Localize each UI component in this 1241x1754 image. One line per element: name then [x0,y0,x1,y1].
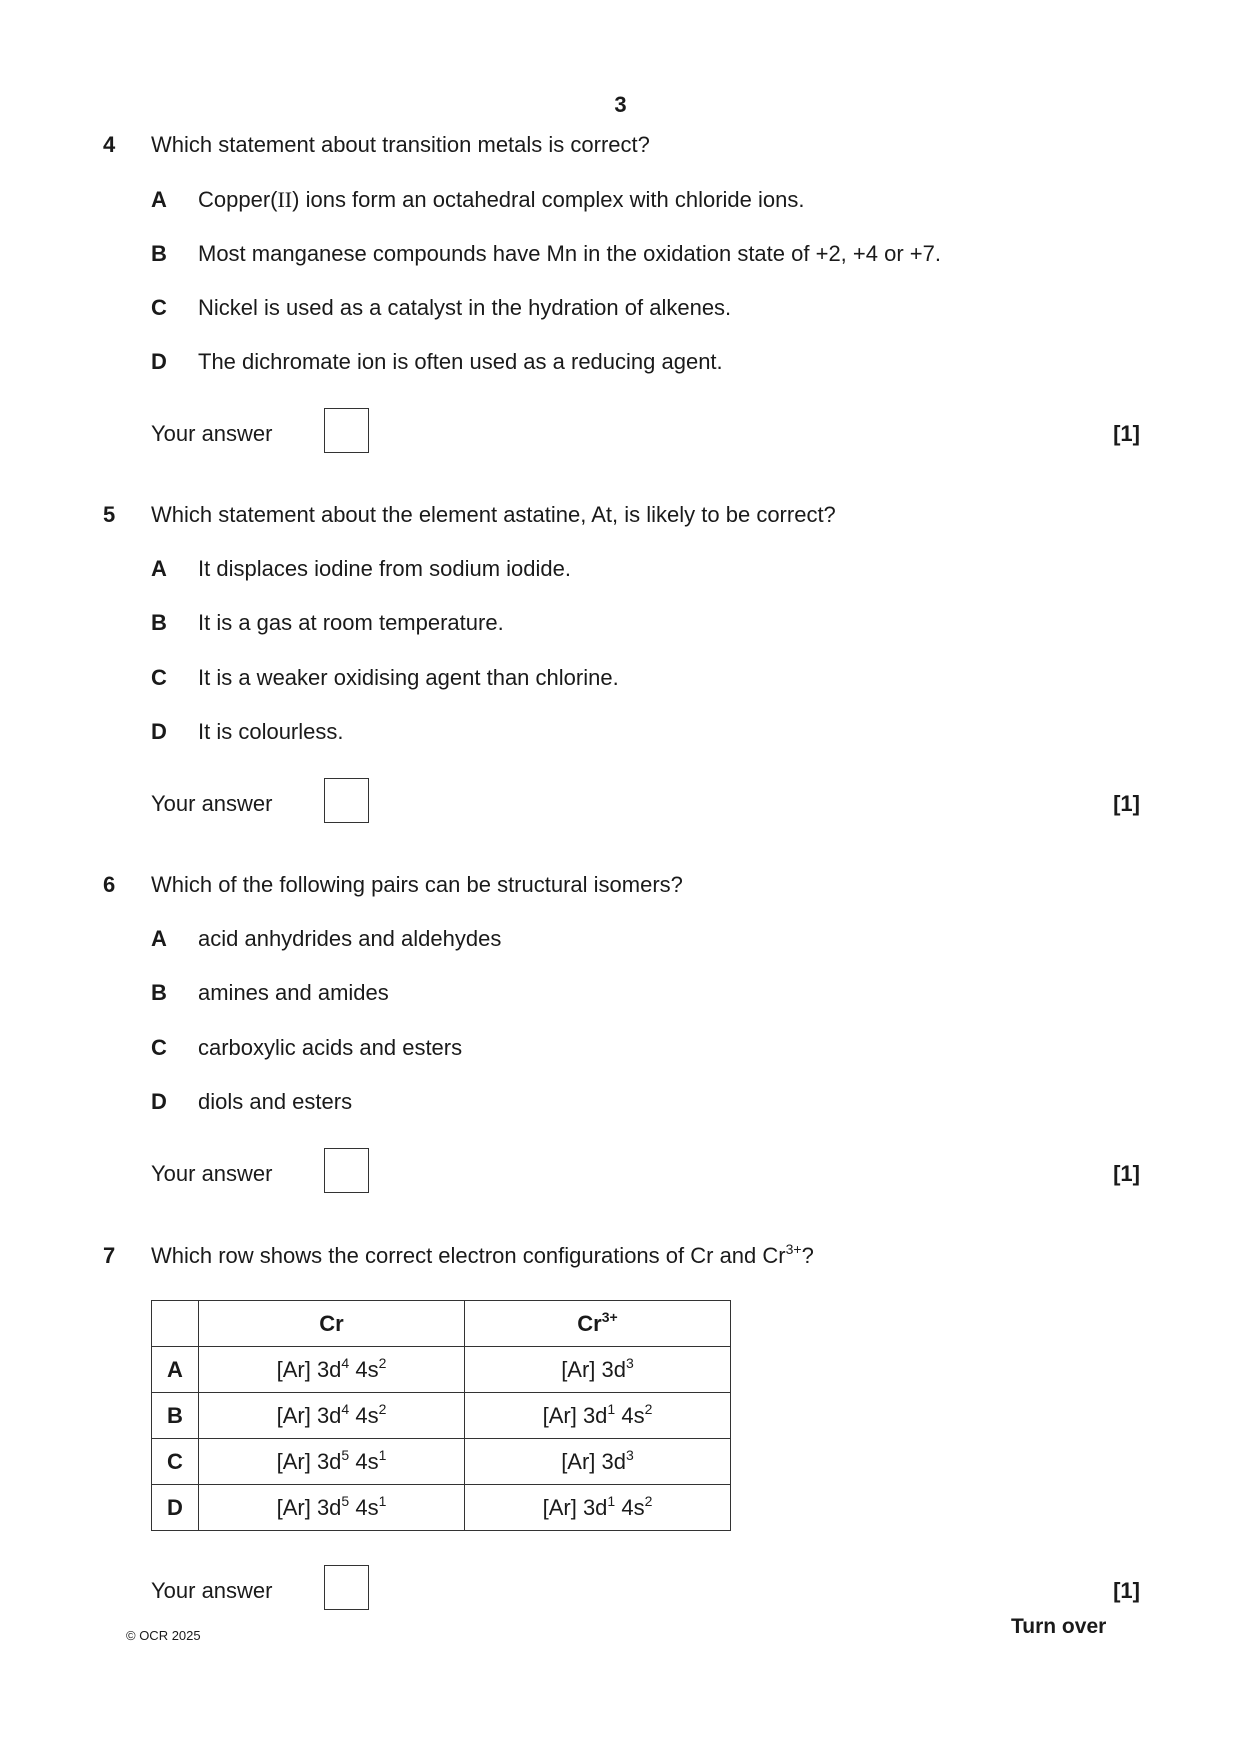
question-number: 4 [103,132,116,157]
option-text: It is a weaker oxidising agent than chlorine. [198,665,619,690]
answer-box[interactable] [324,1565,369,1610]
option-text: carboxylic acids and esters [198,1035,463,1060]
mark-allocation: [1] [1113,421,1140,446]
copyright-notice: © OCR 2025 [126,1628,201,1643]
question-text: Which row shows the correct electron configurations of Cr and $Cr^{3+}$? [151,1241,814,1268]
option-text: It is a gas at room temperature. [198,610,504,635]
option-letter: B [151,241,167,266]
cr3plus-config-cell: [Ar] $3d^3$ [465,1347,731,1393]
question-number: 6 [103,872,116,897]
cr-config-cell: [Ar] $3d^5$ $4s^1$ [199,1485,465,1531]
option-text: amines and amides [198,980,389,1005]
option-letter: A [151,926,167,951]
mark-allocation: [1] [1113,1161,1140,1186]
option-text: Most manganese compounds have Mn in the oxidation state of +2, +4 or +7. [198,241,941,266]
question-number: 5 [103,502,116,527]
mark-allocation: [1] [1113,1578,1140,1603]
question-text: Which of the following pairs can be structural isomers? [151,872,683,897]
option-letter: D [151,1089,167,1114]
answer-box[interactable] [324,408,369,453]
table-row [152,1439,731,1485]
question-number: 7 [103,1243,116,1268]
row-label: D [152,1485,199,1531]
table-row [152,1393,731,1439]
option-letter: A [151,187,167,212]
row-label: A [152,1347,199,1393]
table-row [152,1485,731,1531]
column-header-cr3plus: $Cr^{3+}$ [465,1301,731,1347]
cr3plus-config-cell: [Ar] $3d^1$ $4s^2$ [465,1485,731,1531]
table-corner-cell [152,1301,199,1347]
option-text: It is colourless. [198,719,344,744]
answer-label: Your answer [151,1578,273,1603]
cr3plus-config-cell: [Ar] $3d^1$ $4s^2$ [465,1393,731,1439]
question-text: Which statement about transition metals is correct? [151,132,650,157]
turn-over-note: Turn over [1011,1615,1107,1638]
page-number: 3 [614,92,627,117]
cr3plus-config-cell: [Ar] $3d^3$ [465,1439,731,1485]
mark-allocation: [1] [1113,791,1140,816]
option-letter: D [151,349,167,374]
electron-config-table [151,1300,731,1531]
option-text: Nickel is used as a catalyst in the hydration of alkenes. [198,295,732,320]
option-text: The dichromate ion is often used as a reducing agent. [198,349,723,374]
option-text: Copper(II) ions form an octahedral complex with chloride ions. [198,187,805,212]
answer-label: Your answer [151,1161,273,1186]
option-letter: B [151,610,167,635]
table-header-row [152,1301,731,1347]
answer-box[interactable] [324,778,369,823]
option-text: acid anhydrides and aldehydes [198,926,502,951]
answer-label: Your answer [151,421,273,446]
option-letter: C [151,1035,167,1060]
option-letter: A [151,556,167,581]
row-label: B [152,1393,199,1439]
table-row [152,1347,731,1393]
answer-label: Your answer [151,791,273,816]
cr-config-cell: [Ar] $3d^4$ $4s^2$ [199,1393,465,1439]
option-letter: C [151,295,167,320]
option-letter: D [151,719,167,744]
option-text: diols and esters [198,1089,353,1114]
cr-config-cell: [Ar] $3d^5$ $4s^1$ [199,1439,465,1485]
option-text: It displaces iodine from sodium iodide. [198,556,571,581]
column-header-cr: Cr [199,1301,465,1347]
answer-box[interactable] [324,1148,369,1193]
option-letter: C [151,665,167,690]
question-text: Which statement about the element astatine, At, is likely to be correct? [151,502,836,527]
option-letter: B [151,980,167,1005]
row-label: C [152,1439,199,1485]
cr-config-cell: [Ar] $3d^4$ $4s^2$ [199,1347,465,1393]
